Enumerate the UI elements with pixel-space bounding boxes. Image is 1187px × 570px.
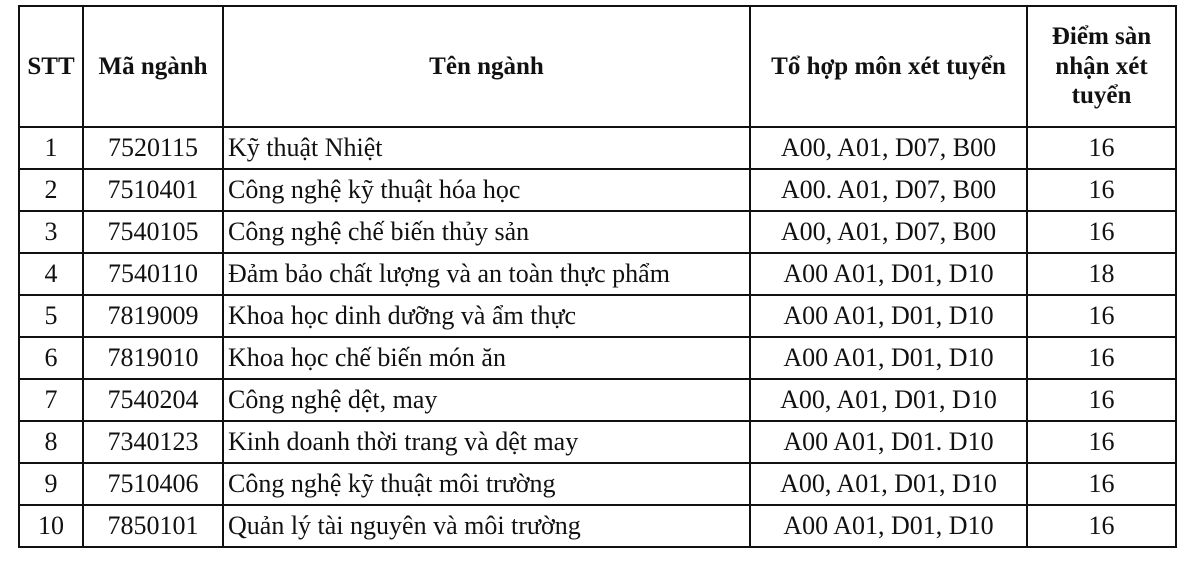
cell-stt: 10 bbox=[19, 505, 83, 547]
cell-score: 16 bbox=[1027, 337, 1176, 379]
cell-combo: A00 A01, D01, D10 bbox=[750, 295, 1027, 337]
cell-code: 7850101 bbox=[83, 505, 223, 547]
cell-stt: 3 bbox=[19, 211, 83, 253]
cell-name: Kỹ thuật Nhiệt bbox=[223, 127, 750, 169]
table-row bbox=[19, 379, 1176, 421]
cell-name: Khoa học dinh dưỡng và ẩm thực bbox=[223, 295, 750, 337]
cell-score: 16 bbox=[1027, 421, 1176, 463]
cell-stt: 7 bbox=[19, 379, 83, 421]
cell-stt: 8 bbox=[19, 421, 83, 463]
header-row bbox=[19, 6, 1176, 127]
cell-score: 18 bbox=[1027, 253, 1176, 295]
table-row bbox=[19, 253, 1176, 295]
table-row bbox=[19, 211, 1176, 253]
table-row bbox=[19, 337, 1176, 379]
header-combo: Tổ hợp môn xét tuyển bbox=[750, 6, 1027, 127]
cell-name: Kinh doanh thời trang và dệt may bbox=[223, 421, 750, 463]
cell-stt: 5 bbox=[19, 295, 83, 337]
table-row bbox=[19, 505, 1176, 547]
cell-stt: 9 bbox=[19, 463, 83, 505]
cell-combo: A00 A01, D01, D10 bbox=[750, 253, 1027, 295]
cell-name: Công nghệ kỹ thuật môi trường bbox=[223, 463, 750, 505]
cell-name: Quản lý tài nguyên và môi trường bbox=[223, 505, 750, 547]
cell-score: 16 bbox=[1027, 169, 1176, 211]
cell-code: 7510401 bbox=[83, 169, 223, 211]
cell-combo: A00, A01, D07, B00 bbox=[750, 127, 1027, 169]
cell-name: Công nghệ chế biến thủy sản bbox=[223, 211, 750, 253]
cell-combo: A00, A01, D07, B00 bbox=[750, 211, 1027, 253]
cell-score: 16 bbox=[1027, 127, 1176, 169]
cell-stt: 1 bbox=[19, 127, 83, 169]
table-row bbox=[19, 295, 1176, 337]
cell-code: 7510406 bbox=[83, 463, 223, 505]
header-score: Điểm sàn nhận xét tuyển bbox=[1027, 6, 1176, 127]
cell-combo: A00 A01, D01, D10 bbox=[750, 337, 1027, 379]
cell-combo: A00, A01, D01, D10 bbox=[750, 379, 1027, 421]
cell-score: 16 bbox=[1027, 505, 1176, 547]
cell-stt: 6 bbox=[19, 337, 83, 379]
cell-code: 7819009 bbox=[83, 295, 223, 337]
table-row bbox=[19, 127, 1176, 169]
header-code: Mã ngành bbox=[83, 6, 223, 127]
cell-code: 7520115 bbox=[83, 127, 223, 169]
cell-combo: A00 A01, D01, D10 bbox=[750, 505, 1027, 547]
cell-code: 7540110 bbox=[83, 253, 223, 295]
table-row bbox=[19, 169, 1176, 211]
cell-code: 7540105 bbox=[83, 211, 223, 253]
cell-name: Đảm bảo chất lượng và an toàn thực phẩm bbox=[223, 253, 750, 295]
cell-stt: 2 bbox=[19, 169, 83, 211]
cell-combo: A00, A01, D01, D10 bbox=[750, 463, 1027, 505]
cell-combo: A00. A01, D07, B00 bbox=[750, 169, 1027, 211]
cell-name: Khoa học chế biến món ăn bbox=[223, 337, 750, 379]
cell-score: 16 bbox=[1027, 463, 1176, 505]
cell-code: 7340123 bbox=[83, 421, 223, 463]
admission-table bbox=[18, 5, 1177, 548]
cell-name: Công nghệ kỹ thuật hóa học bbox=[223, 169, 750, 211]
cell-name: Công nghệ dệt, may bbox=[223, 379, 750, 421]
cell-code: 7540204 bbox=[83, 379, 223, 421]
cell-combo: A00 A01, D01. D10 bbox=[750, 421, 1027, 463]
header-name: Tên ngành bbox=[223, 6, 750, 127]
cell-score: 16 bbox=[1027, 211, 1176, 253]
header-stt: STT bbox=[19, 6, 83, 127]
cell-stt: 4 bbox=[19, 253, 83, 295]
cell-score: 16 bbox=[1027, 379, 1176, 421]
table-row bbox=[19, 421, 1176, 463]
cell-code: 7819010 bbox=[83, 337, 223, 379]
cell-score: 16 bbox=[1027, 295, 1176, 337]
table-row bbox=[19, 463, 1176, 505]
